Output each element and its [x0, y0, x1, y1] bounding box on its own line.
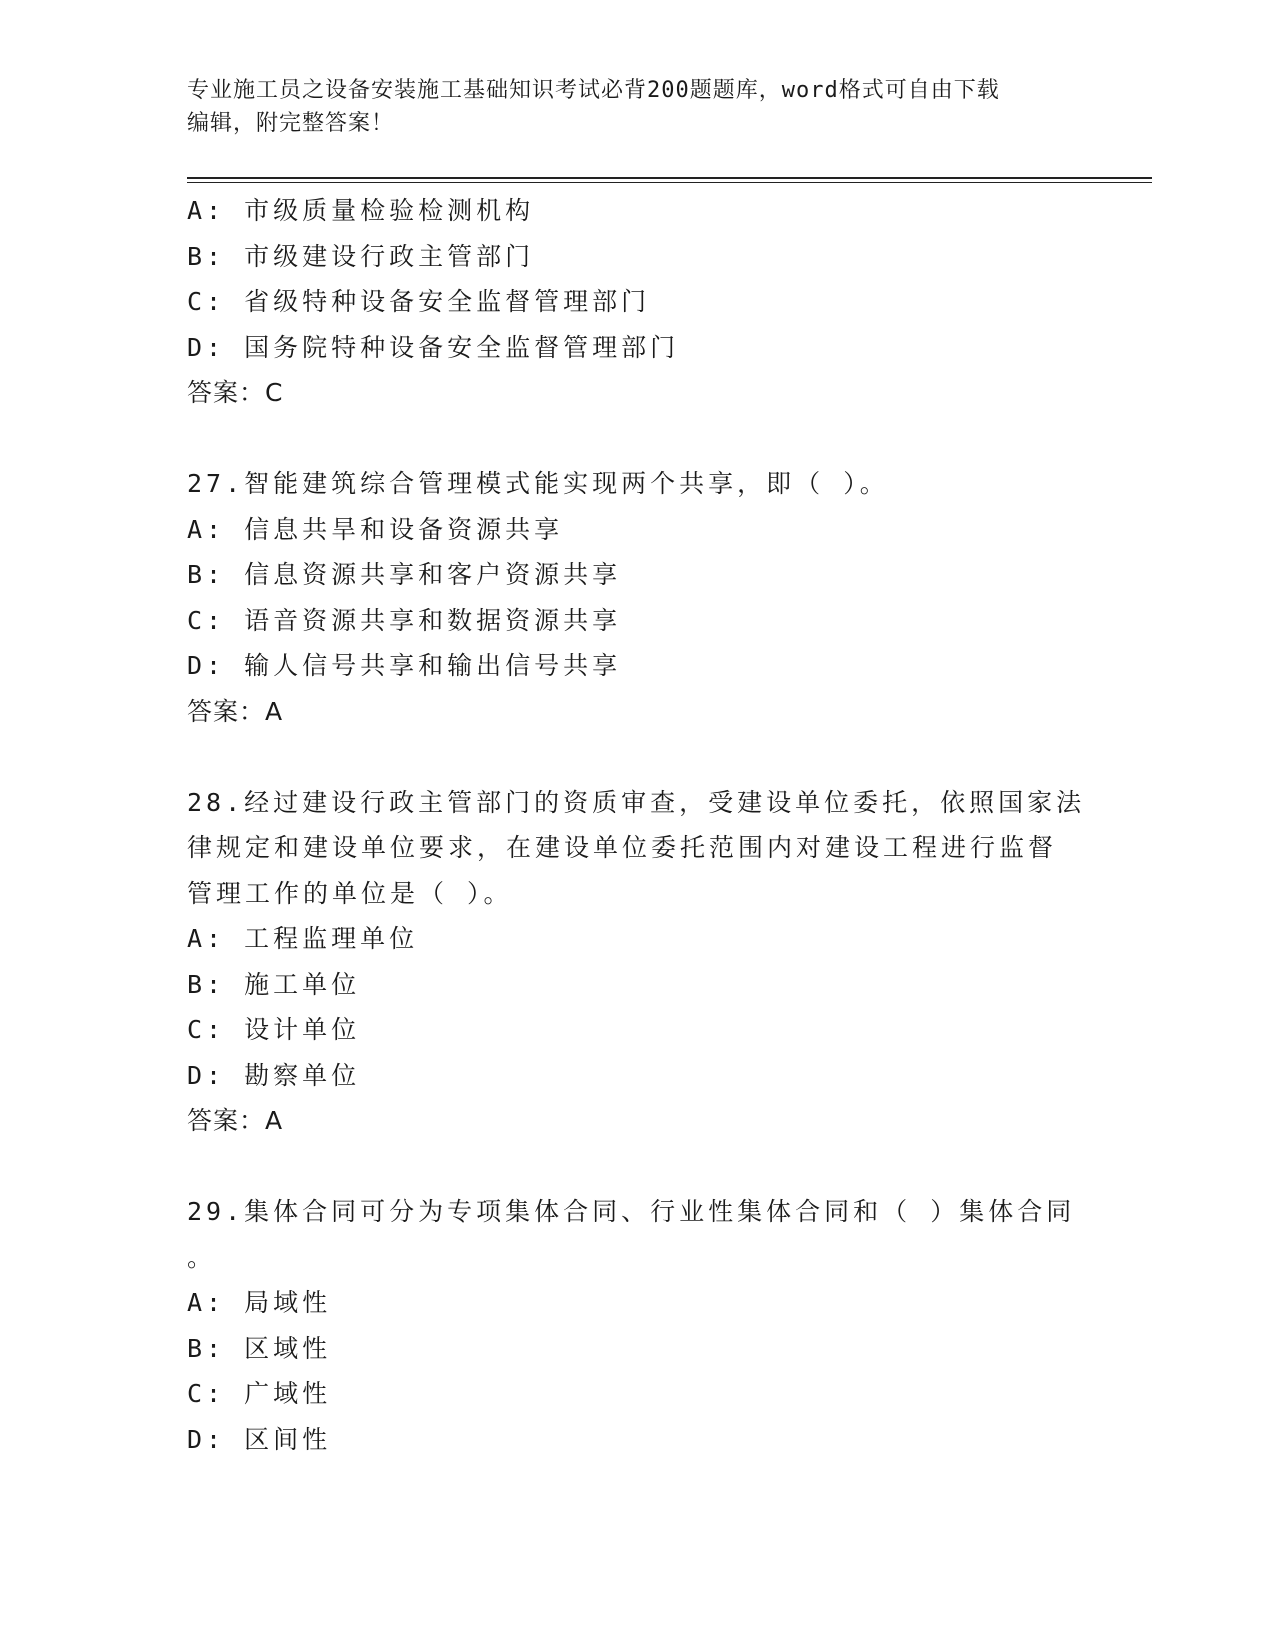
- question-text-line3: 管理工作的单位是（ ）。: [187, 878, 513, 908]
- option-b: B: 市级建设行政主管部门: [187, 241, 535, 271]
- option-d: D: 输人信号共享和输出信号共享: [187, 651, 622, 680]
- spacer: [187, 734, 1087, 780]
- header-divider-thin: [187, 182, 1152, 183]
- spacer: [187, 1144, 1087, 1190]
- option-c: C: 语音资源共享和数据资源共享: [187, 605, 622, 635]
- question-28: [187, 780, 1087, 1144]
- question-text: 27.智能建筑综合管理模式能实现两个共享，即（ ）。: [187, 469, 889, 498]
- header-divider-thick: [187, 177, 1152, 179]
- spacer: [187, 416, 1087, 462]
- question-text-line1: 29.集体合同可分为专项集体合同、行业性集体合同和（ ）集体合同: [187, 1197, 1076, 1226]
- option-c: C: 省级特种设备安全监督管理部门: [187, 287, 651, 316]
- question-text-line1: 28.经过建设行政主管部门的资质审查，受建设单位委托，依照国家法: [187, 787, 1086, 817]
- option-b: B: 信息资源共享和客户资源共享: [187, 560, 622, 589]
- header-title-line1: 专业施工员之设备安装施工基础知识考试必背200题题库，word格式可自由下载: [187, 78, 1000, 103]
- option-b: B: 施工单位: [187, 969, 361, 999]
- question-text-line2: 律规定和建设单位要求，在建设单位委托范围内对建设工程进行监督: [187, 833, 1058, 862]
- option-d: D: 国务院特种设备安全监督管理部门: [187, 332, 680, 362]
- header-title-line2: 编辑，附完整答案！: [187, 111, 395, 136]
- option-a: A: 工程监理单位: [187, 924, 419, 953]
- document-header: [187, 74, 1067, 140]
- option-a: A: 局域性: [187, 1288, 332, 1317]
- option-d: D: 区间性: [187, 1424, 332, 1454]
- option-c: C: 广域性: [187, 1379, 332, 1408]
- question-text-line2: 。: [187, 1242, 217, 1272]
- question-29: [187, 1189, 1087, 1462]
- option-d: D: 勘察单位: [187, 1060, 361, 1090]
- question-27: [187, 461, 1087, 734]
- answer-line: 答案：A: [187, 696, 284, 726]
- option-c: C: 设计单位: [187, 1015, 361, 1044]
- question-26: [187, 188, 1087, 416]
- answer-line: 答案：C: [187, 378, 284, 407]
- option-a: A: 信息共旱和设备资源共享: [187, 514, 564, 544]
- answer-line: 答案：A: [187, 1106, 284, 1135]
- option-a: A: 市级质量检验检测机构: [187, 196, 535, 225]
- question-list: [187, 188, 1087, 1462]
- option-b: B: 区域性: [187, 1333, 332, 1363]
